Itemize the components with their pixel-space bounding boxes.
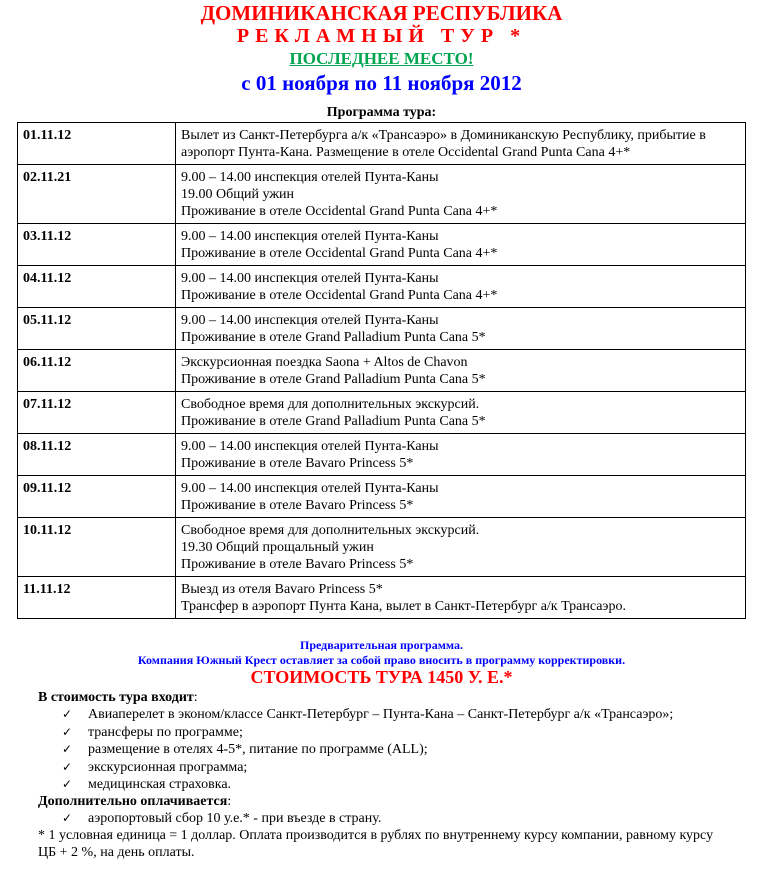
program-line: Проживание в отеле Grand Palladium Punta Cana 5* bbox=[181, 330, 486, 345]
check-icon: ✓ bbox=[62, 742, 73, 756]
extra-title-text: Дополнительно оплачивается bbox=[38, 794, 228, 809]
program-date: 03.11.12 bbox=[18, 224, 176, 266]
program-description bbox=[176, 434, 746, 476]
country-title: ДОМИНИКАНСКАЯ РЕСПУБЛИКА bbox=[200, 1, 563, 25]
program-date: 06.11.12 bbox=[18, 350, 176, 392]
program-line: Свободное время для дополнительных экскурсий. bbox=[181, 397, 480, 412]
program-line: Проживание в отеле Grand Palladium Punta Cana 5* bbox=[181, 372, 486, 387]
program-row bbox=[18, 518, 746, 577]
program-line: Проживание в отеле Bavaro Princess 5* bbox=[181, 456, 414, 471]
list-item bbox=[62, 810, 381, 828]
included-title-text: В стоимость тура входит bbox=[38, 690, 194, 705]
program-line: Проживание в отеле Occidental Grand Punta Cana 4+* bbox=[181, 246, 498, 261]
program-row bbox=[18, 577, 746, 619]
program-row bbox=[18, 350, 746, 392]
program-row bbox=[18, 266, 746, 308]
list-item-text: медицинская страховка. bbox=[88, 777, 232, 792]
program-date: 08.11.12 bbox=[18, 434, 176, 476]
program-line: Выезд из отеля Bavaro Princess 5* bbox=[181, 582, 383, 597]
check-icon: ✓ bbox=[62, 759, 73, 774]
program-line: Проживание в отеле Occidental Grand Punta Cana 4+* bbox=[181, 204, 498, 219]
included-list bbox=[62, 706, 673, 794]
program-date: 01.11.12 bbox=[18, 123, 176, 165]
program-line: 19.00 Общий ужин bbox=[181, 187, 294, 202]
program-description bbox=[176, 350, 746, 392]
program-row bbox=[18, 434, 746, 476]
program-line: Проживание в отеле Bavaro Princess 5* bbox=[181, 498, 414, 513]
list-item-text: аэропортовый сбор 10 у.е.* - при въезде в страну. bbox=[88, 811, 382, 826]
list-item bbox=[62, 706, 673, 724]
extra-title-colon: : bbox=[227, 794, 232, 809]
program-description bbox=[176, 476, 746, 518]
program-line: Проживание в отеле Grand Palladium Punta Cana 5* bbox=[181, 414, 486, 429]
program-line: 9.00 – 14.00 инспекция отелей Пунта-Каны bbox=[181, 481, 439, 496]
program-line: 9.00 – 14.00 инспекция отелей Пунта-Каны bbox=[181, 229, 439, 244]
program-date: 09.11.12 bbox=[18, 476, 176, 518]
program-line: Проживание в отеле Bavaro Princess 5* bbox=[181, 557, 414, 572]
program-date: 11.11.12 bbox=[18, 577, 176, 619]
program-date: 04.11.12 bbox=[18, 266, 176, 308]
program-description bbox=[176, 123, 746, 165]
check-icon: ✓ bbox=[62, 811, 73, 825]
list-item bbox=[62, 776, 673, 794]
list-item-text: экскурсионная программа; bbox=[88, 759, 248, 775]
program-line: Проживание в отеле Occidental Grand Punta Cana 4+* bbox=[181, 288, 498, 303]
program-line: 19.30 Общий прощальный ужин bbox=[181, 540, 374, 555]
program-line: 9.00 – 14.00 инспекция отелей Пунта-Каны bbox=[181, 170, 439, 185]
footnote: * 1 условная единица = 1 доллар. Оплата производится в рублях по внутреннему курсу компании, равному курсу ЦБ + 2 %, на день оплаты. bbox=[38, 828, 714, 860]
included-title bbox=[38, 689, 198, 706]
program-description bbox=[176, 224, 746, 266]
program-line: 9.00 – 14.00 инспекция отелей Пунта-Каны bbox=[181, 313, 439, 328]
extra-list bbox=[62, 810, 381, 828]
program-date: 10.11.12 bbox=[18, 518, 176, 577]
program-row bbox=[18, 123, 746, 165]
program-description bbox=[176, 165, 746, 224]
program-line: Вылет из Санкт-Петербурга а/к «Трансаэро» в Доминиканскую Республику, прибытие в аэропорт Пунта-Кана. Размещение в отеле Occidental Grand Punta Cana 4+* bbox=[181, 128, 706, 160]
check-icon: ✓ bbox=[62, 777, 73, 791]
program-description bbox=[176, 308, 746, 350]
program-line: 9.00 – 14.00 инспекция отелей Пунта-Каны bbox=[181, 271, 439, 286]
last-seat-banner: ПОСЛЕДНЕЕ МЕСТО! bbox=[289, 49, 474, 68]
program-line: Экскурсионная поездка Saona + Altos de Chavon bbox=[181, 355, 468, 370]
list-item bbox=[62, 724, 673, 742]
program-row bbox=[18, 224, 746, 266]
program-row bbox=[18, 308, 746, 350]
program-description bbox=[176, 577, 746, 619]
check-icon: ✓ bbox=[62, 724, 73, 739]
included-title-colon: : bbox=[193, 690, 198, 705]
list-item bbox=[62, 759, 673, 777]
program-line: Свободное время для дополнительных экскурсий. bbox=[181, 523, 480, 538]
list-item-text: трансферы по программе; bbox=[88, 724, 243, 740]
list-item-text: размещение в отелях 4-5*, питание по программе (ALL); bbox=[88, 742, 428, 757]
program-date: 02.11.21 bbox=[18, 165, 176, 224]
list-item-text: Авиаперелет в эконом/классе Санкт-Петербург – Пунта-Кана – Санкт-Петербург а/к «Трансаэро»; bbox=[88, 707, 674, 722]
program-row bbox=[18, 392, 746, 434]
program-line: Трансфер в аэропорт Пунта Кана, вылет в Санкт-Петербург а/к Трансаэро. bbox=[181, 599, 626, 614]
program-row bbox=[18, 476, 746, 518]
program-date: 07.11.12 bbox=[18, 392, 176, 434]
program-description bbox=[176, 518, 746, 577]
program-description bbox=[176, 392, 746, 434]
list-item bbox=[62, 741, 673, 759]
company-rights-note: Компания Южный Крест оставляет за собой право вносить в программу корректировки. bbox=[137, 653, 626, 667]
program-date: 05.11.12 bbox=[18, 308, 176, 350]
extra-title bbox=[38, 793, 231, 810]
program-line: 9.00 – 14.00 инспекция отелей Пунта-Каны bbox=[181, 439, 439, 454]
program-row bbox=[18, 165, 746, 224]
tour-dates: с 01 ноября по 11 ноября 2012 bbox=[241, 71, 522, 95]
tour-price: СТОИМОСТЬ ТУРА 1450 У. Е.* bbox=[250, 667, 513, 687]
check-icon: ✓ bbox=[62, 707, 73, 721]
program-table bbox=[17, 122, 746, 619]
preliminary-note: Предварительная программа. bbox=[300, 638, 463, 652]
program-title: Программа тура: bbox=[326, 105, 437, 120]
program-description bbox=[176, 266, 746, 308]
tour-type-title: РЕКЛАМНЫЙ ТУР * bbox=[236, 25, 527, 47]
